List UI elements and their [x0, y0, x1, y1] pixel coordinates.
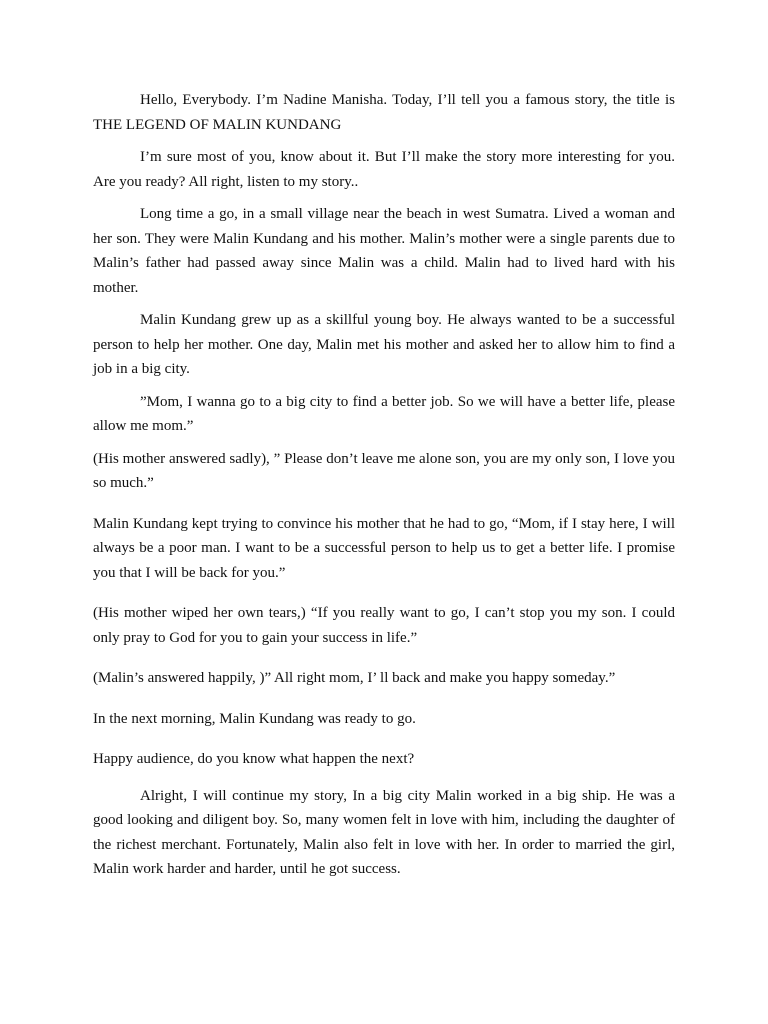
paragraph-malin-grew-up: Malin Kundang grew up as a skillful young boy. He always wanted to be a successful person to help her mother. One day, Malin met his mother and asked her to allow him to find a job in a big city.: [93, 312, 675, 377]
paragraph-intro: I’m sure most of you, know about it. But I’ll make the story more interesting for you. Are you ready? All right, listen to my story..: [93, 149, 675, 190]
paragraph-setting: Long time a go, in a small village near the beach in west Sumatra. Lived a woman and her son. They were Malin Kundang and his mother. Malin’s mother were a single parents due to Malin’s father had passed away since Malin was a child. Malin had to lived hard with his mother.: [93, 206, 675, 296]
paragraph-malin-asks: ”Mom, I wanna go to a big city to find a better job. So we will have a better life, please allow me mom.”: [93, 393, 675, 434]
paragraph-mother-tears: (His mother wiped her own tears,) “If you really want to go, I can’t stop you my son. I could only pray to God for you to gain your success in life.”: [93, 605, 675, 646]
document-page: [93, 88, 675, 882]
paragraph-malin-convinces: Malin Kundang kept trying to convince his mother that he had to go, “Mom, if I stay here, I will always be a poor man. I want to be a successful person to help us to get a better life. I promise you that I will be back for you.”: [93, 515, 675, 581]
paragraph-next-morning: In the next morning, Malin Kundang was ready to go.: [93, 710, 416, 727]
paragraph-audience-question: Happy audience, do you know what happen the next?: [93, 751, 415, 767]
paragraph-greeting: Hello, Everybody. I’m Nadine Manisha. Today, I’ll tell you a famous story, the title is THE LEGEND OF MALIN KUNDANG: [93, 92, 675, 133]
paragraph-malin-happy: (Malin’s answered happily, )” All right mom, I’ ll back and make you happy someday.”: [93, 670, 616, 686]
paragraph-big-city: Alright, I will continue my story, In a big city Malin worked in a big ship. He was a good looking and diligent boy. So, many women felt in love with him, including the daughter of the richest merchant. Fortunately, Malin also felt in love with her. In order to married the girl, Malin work harder and harder, until he got success.: [93, 787, 675, 877]
paragraph-mother-answers: (His mother answered sadly), ” Please don’t leave me alone son, you are my only son, I love you so much.”: [93, 450, 675, 491]
